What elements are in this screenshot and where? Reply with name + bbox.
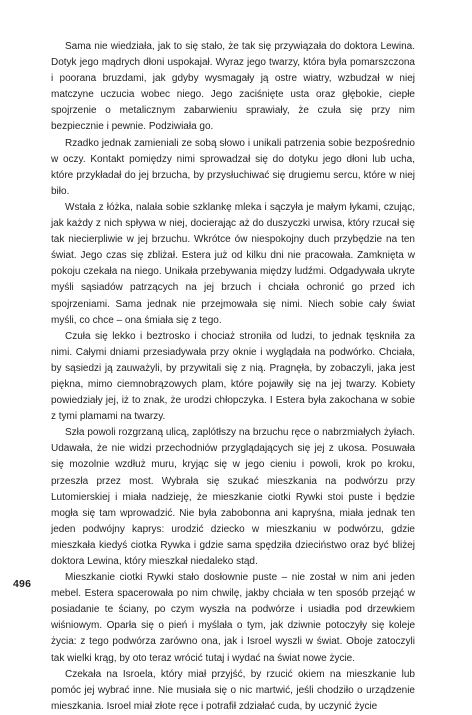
paragraph: Mieszkanie ciotki Rywki stało dosłownie puste – nie został w nim ani jeden mebel. Estera spacerowała po nim chwilę, jakby chciała w ten sposób przejąć w posiadanie te ściany, po czym wyszła na podwórze i usiadła pod drzewkiem wiśniowym. Oparła się o pień i myślała o tym, jak dziwnie potoczyły się koleje życia: z tego podwórza zarówno ona, jak i Isroel wyszli w świat. Oboje zatoczyli tak wielki krąg, by oto teraz wrócić tutaj i wydać na świat nowe życie. [51,572,415,664]
paragraph: Sama nie wiedziała, jak to się stało, że tak się przywiązała do doktora Lewina. Dotyk jego mądrych dłoni uspokajał. Wyraz jego twarzy, która była pomarszczona i poorana bruzdami, jak gdyby wysmagały ją ostre wiatry, wzbudzał w niej matczyne uczucia wobec niego. Jego zaciśnięte usta oraz głębokie, ciepłe spojrzenie o metalicznym zabarwieniu sprawiały, że czuła się przy nim bezpiecznie i pewnie. Podziwiała go. [51,41,415,133]
paragraph: Szła powoli rozgrzaną ulicą, zaplótłszy na brzuchu ręce o nabrzmiałych żyłach. Udawała, że nie widzi przechodniów przyglądających się jej z ukosa. Posuwała się mozolnie wzdłuż muru, kryjąc się w jego cieniu i powoli, krok po kroku, przeszła przez most. Wybrała się szukać mieszkania na podwórzu przy Lutomierskiej i miała nadzieję, że mieszkanie ciotki Rywki stoi puste i będzie mogła się tam wprowadzić. Nie była zabobonna ani kapryśna, miała jednak ten jeden podwójny kaprys: urodzić dziecko w mieszkaniu w podwórzu, gdzie mieszkała kiedyś ciotka Rywka i gdzie sama spędziła dzieciństwo oraz być bliżej doktora Lewina, który mieszkał niedaleko stąd. [51,427,415,567]
paragraph: Wstała z łóżka, nalała sobie szklankę mleka i sączyła je małym łykami, czując, jak każdy z nich spływa w niej, docierając aż do duszyczki urwisa, który rzucał się tak niecierpliwie w jej brzuchu. Wkrótce ów niespokojny duch przybędzie na ten świat. Jego czas się zbliżał. Estera już od kilku dni nie pracowała. Zamknięta w pokoju czekała na niego. Unikała przebywania między ludźmi. Odgadywała ukryte myśli sąsiadów patrzących na jej brzuch i chciała ochronić go przed ich spojrzeniami. Sama jednak nie przejmowała się nimi. Niech sobie cały świat myśli, co chce – ona śmiała się z tego. [51,201,415,326]
paragraph: Rzadko jednak zamieniali ze sobą słowo i unikali patrzenia sobie bezpośrednio w oczy. Kontakt pomiędzy nimi sprowadzał się do dotyku jego dłoni lub ucha, które przykładał do jej brzucha, by przysłuchiwać się drugiemu sercu, które w niej biło. [51,137,415,197]
paragraph: Czuła się lekko i beztrosko i chociaż stroniła od ludzi, to jednak tęskniła za nimi. Całymi dniami przesiadywała przy oknie i wyglądała na podwórko. Chciała, by sąsiedzi ją zauważyli, by przywitali się z nią. Pragnęła, by zobaczyli, jaka jest piękna, mimo ciemnobrązowych plam, które pojawiły się na jej twarzy. Kobiety powiedziały jej, iż to znak, że urodzi chłopczyka. I Estera była zakochana w sobie z tymi plamami na twarzy. [51,330,415,423]
page-number: 496 [13,578,32,590]
body-text [51,39,415,715]
paragraph: Czekała na Isroela, który miał przyjść, by rzucić okiem na mieszkanie lub pomóc jej wybrać inne. Nie musiała się o nic martwić, jeśli chodziło o urządzenie mieszkania. Isroel miał złote ręce i potrafił zdziałać cuda, by uczynić życie [51,668,415,712]
